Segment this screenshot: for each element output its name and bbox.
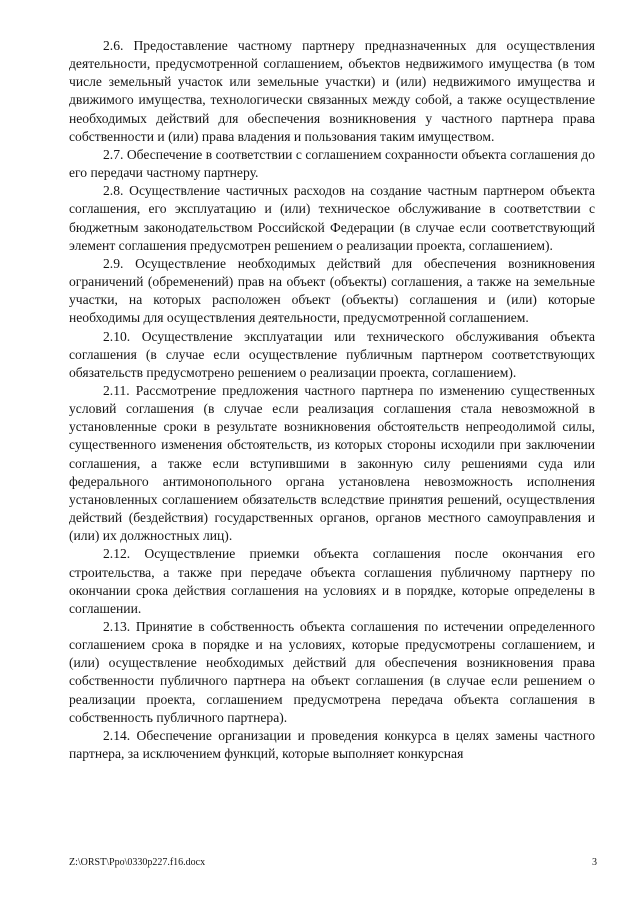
paragraph-2-11: 2.11. Рассмотрение предложения частного партнера по изменению существенных условий соглашения (в случае если реализация соглашения стала невозможной в установленные сроки в результате возникновения обстоятельств непреодолимой силы, существенного изменения обстоятельств, из которых стороны исходили при заключении соглашения, а также если вступившими в законную силу решениями суда или федерального антимонопольного органа установлена невозможность исполнения установленных соглашением обязательств вследствие принятия решений, осуществления действий (бездействия) государственных органов, органов местного самоуправления и (или) их должностных лиц). [69, 382, 595, 544]
page-number: 3 [592, 857, 597, 868]
document-body [69, 37, 595, 763]
page-footer [69, 855, 597, 871]
paragraph-2-14: 2.14. Обеспечение организации и проведения конкурса в целях замены частного партнера, за исключением функций, которые выполняет конкурсная [69, 727, 595, 762]
paragraph-2-7: 2.7. Обеспечение в соответствии с соглашением сохранности объекта соглашения до его передачи частному партнеру. [69, 146, 595, 181]
paragraph-2-10: 2.10. Осуществление эксплуатации или технического обслуживания объекта соглашения (в случае если осуществление публичным партнером соответствующих обязательств предусмотрено решением о реализации проекта, соглашением). [69, 328, 595, 380]
paragraph-2-8: 2.8. Осуществление частичных расходов на создание частным партнером объекта соглашения, его эксплуатацию и (или) техническое обслуживание в соответствии с бюджетным законодательством Российской Федерации (в случае если соответствующий элемент соглашения предусмотрен решением о реализации проекта, соглашением). [69, 183, 595, 253]
paragraph-2-13: 2.13. Принятие в собственность объекта соглашения по истечении определенного соглашением срока в порядке и на условиях, которые предусмотрены соглашением, и (или) осуществление необходимых действий для обеспечения возникновения права собственности публичного партнера на объект соглашения (в случае если решением о реализации проекта, соглашением предусмотрена передача объекта соглашения в собственность публичного партнера). [69, 619, 595, 725]
paragraph-2-9: 2.9. Осуществление необходимых действий для обеспечения возникновения ограничений (обременений) прав на объект (объекты) соглашения, а также на земельные участки, на которых расположен объект (объекты) соглашения и (или) которые необходимы для осуществления деятельности, предусмотренной соглашением. [69, 255, 595, 326]
footer-file-path: Z:\ORST\Ppo\0330p227.f16.docx [69, 857, 206, 868]
paragraph-2-6: 2.6. Предоставление частному партнеру предназначенных для осуществления деятельности, предусмотренной соглашением, объектов недвижимого имущества (в том числе земельный участок или земельные участки) и (или) недвижимого имущества и движимого имущества, технологически связанных между собой, а также осуществление необходимых действий для обеспечения возникновения у частного партнера права собственности и (или) права владения и пользования таким имуществом. [69, 38, 595, 144]
paragraph-2-12: 2.12. Осуществление приемки объекта соглашения после окончания его строительства, а также при передаче объекта соглашения публичному партнеру по окончании срока действия соглашения на условиях и в порядке, которые определены в соглашении. [69, 546, 595, 616]
